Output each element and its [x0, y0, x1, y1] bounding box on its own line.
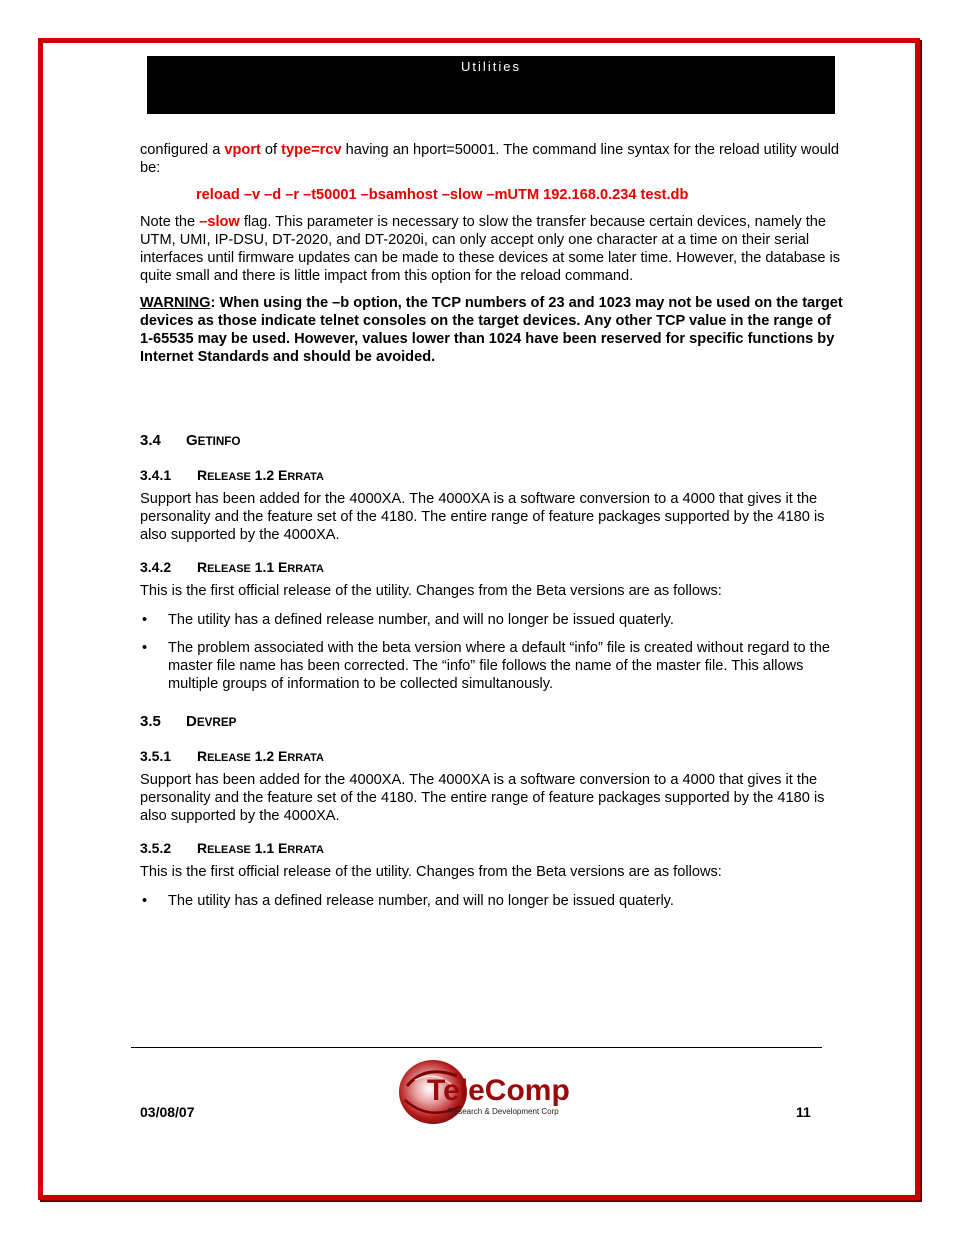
heading-rest: RRATA	[287, 563, 324, 575]
heading-cap: R	[197, 748, 208, 764]
section-heading-3-4-2	[140, 559, 324, 575]
heading-rest: ELEASE	[207, 563, 251, 575]
text-run: flag. This parameter is necessary to slow the transfer because certain devices, namely the UTM, UMI, IP-DSU, DT-2020, and DT-2020i, can only accept only one character at a time on their serial interfaces until firmware updates can be made to these devices at some later time. However, the database is quite small and there is little impact from this option for the reload command.	[140, 214, 841, 284]
section-number: 3.5.1	[140, 748, 172, 764]
footer-divider	[131, 1047, 822, 1048]
header-title: Utilities	[461, 59, 521, 74]
heading-rest: RRATA	[287, 752, 324, 764]
heading-rest: RRATA	[287, 844, 324, 856]
section-heading-3-5-1	[140, 748, 324, 764]
warning-label: WARNING	[140, 295, 211, 311]
section-intro-text: This is the first official release of the utility. Changes from the Beta versions are as follows:	[140, 583, 722, 599]
telecomp-logo	[395, 1056, 575, 1126]
section-intro-text: This is the first official release of the utility. Changes from the Beta versions are as follows:	[140, 864, 722, 880]
text-run: configured a	[140, 142, 225, 158]
list-item-text: The problem associated with the beta version where a default “info” file is created without regard to the master file name has been corrected. The “info” file follows the name of the master file. This allows multiple groups of information to be collected simultanously.	[168, 640, 830, 692]
heading-rest: ELEASE	[207, 752, 251, 764]
bullet-icon: •	[142, 893, 148, 909]
heading-cap: R	[197, 559, 208, 575]
section-3-4-1-body: Support has been added for the 4000XA. The 4000XA is a software conversion to a 4000 that gives it the personality and the feature set of the 4180. The entire range of feature packages supported by the 4180 is also supported by the 4000XA.	[140, 491, 825, 543]
section-number: 3.4	[140, 432, 161, 449]
command-line-example: reload –v –d –r –t50001 –bsamhost –slow –mUTM 192.168.0.234 test.db	[196, 187, 689, 203]
warning-text: : When using the –b option, the TCP numbers of 23 and 1023 may not be used on the target devices as those indicate telnet consoles on the target devices. Any other TCP value in the range of 1-65535 may be used. However, values lower than 1024 have been reserved for specific functions by Internet Standards and should be avoided.	[140, 295, 843, 365]
list-item	[140, 611, 843, 629]
heading-rest: ELEASE	[207, 471, 251, 483]
heading-cap: D	[186, 713, 197, 730]
heading-version: 1.2	[250, 748, 279, 764]
section-number: 3.5.2	[140, 840, 172, 856]
type-keyword: type=rcv	[281, 142, 342, 158]
vport-keyword: vport	[224, 142, 261, 158]
heading-cap: E	[278, 467, 288, 483]
warning-paragraph	[140, 294, 843, 366]
intro-section	[140, 141, 843, 375]
heading-cap: E	[278, 559, 288, 575]
page-header-bar	[147, 56, 835, 114]
section-number: 3.4.1	[140, 467, 172, 483]
section-heading-3-4	[140, 432, 241, 449]
heading-rest: ETINFO	[197, 435, 241, 448]
section-heading-3-5	[140, 713, 236, 730]
list-item	[140, 892, 843, 910]
text-run: Note the	[140, 214, 200, 230]
footer-date: 03/08/07	[140, 1104, 195, 1120]
text-run: having an hport=50001. The command line syntax for the reload utility would be:	[140, 142, 840, 176]
note-paragraph	[140, 213, 843, 285]
heading-cap: R	[197, 467, 208, 483]
section-3-5-2-body	[140, 863, 843, 920]
slow-flag: –slow	[199, 214, 240, 230]
list-item-text: The utility has a defined release number, and will no longer be issued quaterly.	[168, 612, 674, 628]
text-run: of	[260, 142, 282, 158]
heading-rest: ELEASE	[207, 844, 251, 856]
intro-paragraph	[140, 141, 843, 177]
bullet-icon: •	[142, 640, 148, 656]
bullet-list	[140, 892, 843, 910]
section-number: 3.4.2	[140, 559, 172, 575]
heading-rest: RRATA	[287, 471, 324, 483]
section-heading-3-4-1	[140, 467, 324, 483]
section-number: 3.5	[140, 713, 161, 730]
list-item-text: The utility has a defined release number, and will no longer be issued quaterly.	[168, 893, 674, 909]
heading-cap: G	[186, 432, 198, 449]
telecomp-logo-graphic	[395, 1056, 575, 1126]
page-number: 11	[796, 1104, 811, 1120]
heading-cap: E	[278, 840, 288, 856]
section-3-5-1-body: Support has been added for the 4000XA. The 4000XA is a software conversion to a 4000 that gives it the personality and the feature set of the 4180. The entire range of feature packages supported by the 4180 is also supported by the 4000XA.	[140, 772, 825, 824]
logo-subtitle: Research & Development Corp	[448, 1107, 559, 1116]
heading-cap: R	[197, 840, 208, 856]
heading-version: 1.1	[250, 840, 279, 856]
heading-rest: EVREP	[196, 716, 237, 729]
list-item	[140, 639, 843, 693]
bullet-list	[140, 611, 843, 693]
heading-cap: E	[278, 748, 288, 764]
heading-version: 1.2	[250, 467, 279, 483]
heading-version: 1.1	[250, 559, 279, 575]
section-3-4-2-body	[140, 582, 843, 703]
section-heading-3-5-2	[140, 840, 324, 856]
bullet-icon: •	[142, 612, 148, 628]
logo-wordmark: TeleComp	[427, 1074, 570, 1107]
